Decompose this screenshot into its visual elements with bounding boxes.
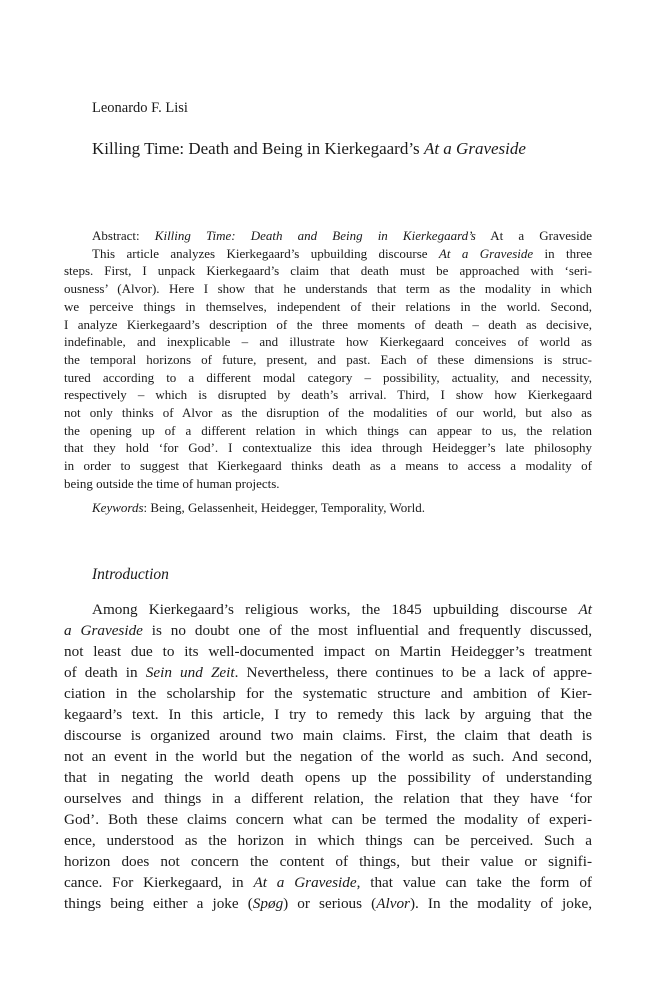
body-line <box>64 767 592 788</box>
text-run: things being either a joke ( <box>64 895 253 912</box>
abstract-line <box>64 404 592 422</box>
text-run: the opening up of a different relation in which things can appear to us, the relation <box>64 422 592 438</box>
keywords-text: : Being, Gelassenheit, Heidegger, Temporality, World. <box>143 500 425 515</box>
text-run: not an event in the world but the negation of the world as such. And second, <box>64 748 592 765</box>
text-run: is no doubt one of the most influential and frequently discussed, <box>142 622 592 639</box>
text-run: that in negating the world death opens up the possibility of understanding <box>64 769 592 786</box>
text-run: we perceive things in themselves, independent of their relations in the world. Second, <box>64 298 592 314</box>
text-run: ousness’ (Alvor). Here I show that he understands that term as the modality in which <box>64 281 592 297</box>
body-line <box>64 620 592 641</box>
text-run: I analyze Kierkegaard’s description of the three moments of death – death as decisive, <box>64 316 592 332</box>
section-heading-introduction: Introduction <box>92 566 169 583</box>
body-line <box>64 893 592 914</box>
text-run: . Nevertheless, there continues to be a lack of appre- <box>234 664 592 681</box>
abstract-line <box>64 422 592 440</box>
text-run: ). In the modality of joke, <box>409 895 592 912</box>
text-run: not least due to its well-documented impact on Martin Heidegger’s treatment <box>64 643 592 660</box>
article-title <box>92 139 526 159</box>
text-run: , that value can take the form of <box>356 874 592 891</box>
introduction-body <box>64 599 592 914</box>
italic-phrase: Spøg <box>252 895 284 912</box>
body-line <box>64 830 592 851</box>
abstract-line <box>64 351 592 369</box>
text-run: cance. For Kierkegaard, in <box>64 874 254 891</box>
abstract-title-roman: At a Graveside <box>475 228 592 243</box>
body-line <box>64 809 592 830</box>
abstract-title-italic: Killing Time: Death and Being in Kierkegaard’s <box>154 228 476 243</box>
text-run: Among Kierkegaard’s religious works, the 1845 upbuilding discourse <box>92 601 579 618</box>
abstract-line <box>64 262 592 280</box>
italic-phrase: At a Graveside <box>253 874 357 891</box>
body-line <box>64 662 592 683</box>
keywords-label: Keywords <box>92 500 144 515</box>
body-line <box>64 683 592 704</box>
abstract-body <box>64 245 592 493</box>
body-line <box>64 872 592 893</box>
body-line <box>64 746 592 767</box>
italic-phrase: Sein und Zeit <box>145 664 235 681</box>
abstract-heading <box>64 227 592 245</box>
text-run: kegaard’s text. In this article, I try to remedy this lack by arguing that the <box>64 706 592 723</box>
text-run: in three <box>533 245 592 261</box>
text-run: ) or serious ( <box>283 895 377 912</box>
author-name: Leonardo F. Lisi <box>92 100 188 116</box>
body-line <box>64 725 592 746</box>
abstract <box>64 227 592 493</box>
text-run: ciation in the scholarship for the systematic structure and ambition of Kier- <box>64 685 592 702</box>
abstract-line <box>64 439 592 457</box>
article-title-italic: At a Graveside <box>423 139 526 158</box>
italic-phrase: At <box>578 601 592 618</box>
text-run: God’. Both these claims concern what can be termed the modality of experi- <box>64 811 592 828</box>
abstract-line <box>64 316 592 334</box>
abstract-line <box>64 475 592 493</box>
abstract-line <box>64 369 592 387</box>
text-run: of death in <box>64 664 146 681</box>
body-line <box>64 788 592 809</box>
italic-phrase: At a Graveside <box>438 245 534 261</box>
text-run: the temporal horizons of future, present, and past. Each of these dimensions is struc- <box>64 351 592 367</box>
text-run: This article analyzes Kierkegaard’s upbuilding discourse <box>92 245 439 261</box>
body-line <box>64 599 592 620</box>
abstract-line <box>64 280 592 298</box>
text-run: steps. First, I unpack Kierkegaard’s claim that death must be approached with ‘seri- <box>64 263 592 279</box>
text-run: ourselves and things in a different relation, the relation that they have ‘for <box>64 790 592 807</box>
text-run: indefinable, and inexplicable – and illustrate how Kierkegaard conceives of world as <box>64 334 592 350</box>
article-title-main: Killing Time: Death and Being in Kierkegaard’s <box>92 139 424 158</box>
text-run: respectively – which is disrupted by death’s arrival. Third, I show how Kierkegaard <box>64 387 592 403</box>
italic-phrase: Alvor <box>376 895 410 912</box>
text-run: being outside the time of human projects. <box>64 475 280 491</box>
abstract-label: Abstract: <box>92 228 155 243</box>
keywords <box>92 500 425 516</box>
text-run: horizon does not concern the content of things, but their value or signifi- <box>64 853 592 870</box>
abstract-line <box>64 245 592 263</box>
italic-phrase: a Graveside <box>64 622 143 639</box>
text-run: ence, understood as the horizon in which things can be perceived. Such a <box>64 832 592 849</box>
abstract-line <box>64 457 592 475</box>
abstract-line <box>64 298 592 316</box>
text-run: discourse is organized around two main claims. First, the claim that death is <box>64 727 592 744</box>
body-line <box>64 851 592 872</box>
text-run: not only thinks of Alvor as the disruption of the modalities of our world, but also as <box>64 405 592 421</box>
body-line <box>64 641 592 662</box>
abstract-line <box>64 333 592 351</box>
text-run: in order to suggest that Kierkegaard thinks death as a means to access a modality of <box>64 458 592 474</box>
body-line <box>64 704 592 725</box>
text-run: tured according to a different modal category – possibility, actuality, and necessity, <box>64 369 592 385</box>
text-run: that they hold ‘for God’. I contextualize this idea through Heidegger’s late philosophy <box>64 440 592 456</box>
abstract-line <box>64 386 592 404</box>
